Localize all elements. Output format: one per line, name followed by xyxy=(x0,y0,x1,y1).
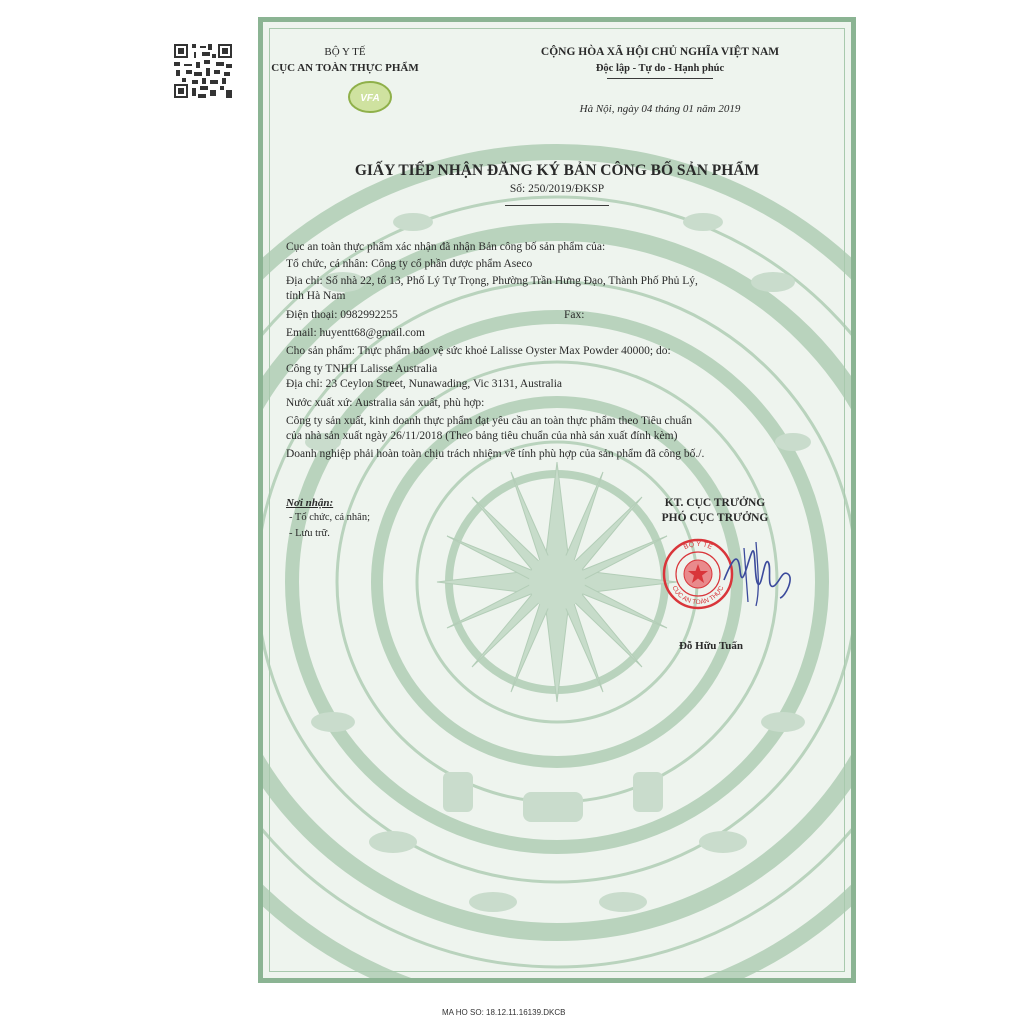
body-line: của nhà sản xuất ngày 26/11/2018 (Theo bảng tiêu chuẩn của nhà sản xuất đính kèm) xyxy=(286,430,678,442)
vfa-logo-icon xyxy=(347,80,393,114)
signer-title: PHÓ CỤC TRƯỞNG xyxy=(661,512,769,524)
body-line: Cục an toàn thực phẩm xác nhận đã nhận Bản công bố sản phẩm của: xyxy=(286,241,606,253)
signer-role: KT. CỤC TRƯỞNG xyxy=(664,497,766,509)
agency-name: CỤC AN TOÀN THỰC PHẨM xyxy=(271,62,419,74)
body-line: Công ty TNHH Lalisse Australia xyxy=(286,363,438,375)
place-date: Hà Nội, ngày 04 tháng 01 năm 2019 xyxy=(579,103,741,115)
body-line: tỉnh Hà Nam xyxy=(286,290,346,302)
certificate-document xyxy=(258,17,856,983)
body-line: Tổ chức, cá nhân: Công ty cổ phần dược phẩm Aseco xyxy=(286,258,533,270)
title-underline xyxy=(505,205,609,206)
motto-underline xyxy=(607,78,713,79)
phone-line: Điện thoại: 0982992255 xyxy=(286,309,398,321)
ministry-name: BỘ Y TẾ xyxy=(324,46,366,58)
document-number: Số: 250/2019/ĐKSP xyxy=(509,183,605,195)
svg-text:CỤC AN TOÀN THỰC: CỤC AN TOÀN THỰC xyxy=(670,584,726,607)
svg-text:VFA: VFA xyxy=(360,93,380,104)
recipient-item: - Lưu trữ. xyxy=(289,528,330,539)
body-line: Công ty sản xuất, kinh doanh thực phẩm đạt yêu cầu an toàn thực phẩm theo Tiêu chuẩn xyxy=(286,415,692,427)
email-line: Email: huyentt68@gmail.com xyxy=(286,327,425,339)
national-motto: Độc lập - Tự do - Hạnh phúc xyxy=(595,63,725,74)
recipient-item: - Tổ chức, cá nhân; xyxy=(289,512,371,523)
body-line: Cho sản phẩm: Thực phẩm bảo vệ sức khoẻ Lalisse Oyster Max Powder 40000; do: xyxy=(286,345,671,357)
recipients-heading: Nơi nhận: xyxy=(286,497,334,509)
country-name: CỘNG HÒA XÃ HỘI CHỦ NGHĨA VIỆT NAM xyxy=(540,46,780,58)
svg-text:BỘ Y TẾ: BỘ Y TẾ xyxy=(682,540,714,552)
body-line: Địa chỉ: 23 Ceylon Street, Nunawading, Vic 3131, Australia xyxy=(286,378,563,390)
document-title: GIẤY TIẾP NHẬN ĐĂNG KÝ BẢN CÔNG BỐ SẢN PHẨM xyxy=(354,162,760,179)
dossier-code: MA HO SO: 18.12.11.16139.DKCB xyxy=(442,1008,566,1017)
signer-name: Đỗ Hữu Tuấn xyxy=(678,640,744,652)
body-line: Địa chỉ: Số nhà 22, tổ 13, Phố Lý Tự Trọng, Phường Trần Hưng Đạo, Thành Phố Phủ Lý, xyxy=(286,275,698,287)
fax-line: Fax: xyxy=(564,309,585,321)
qr-code-icon xyxy=(172,42,234,100)
body-line: Nước xuất xứ: Australia sản xuất, phù hợp: xyxy=(286,397,485,409)
signature-icon xyxy=(718,540,798,610)
body-line: Doanh nghiệp phải hoàn toàn chịu trách nhiệm về tính phù hợp của sản phẩm đã công bố./. xyxy=(286,448,705,460)
